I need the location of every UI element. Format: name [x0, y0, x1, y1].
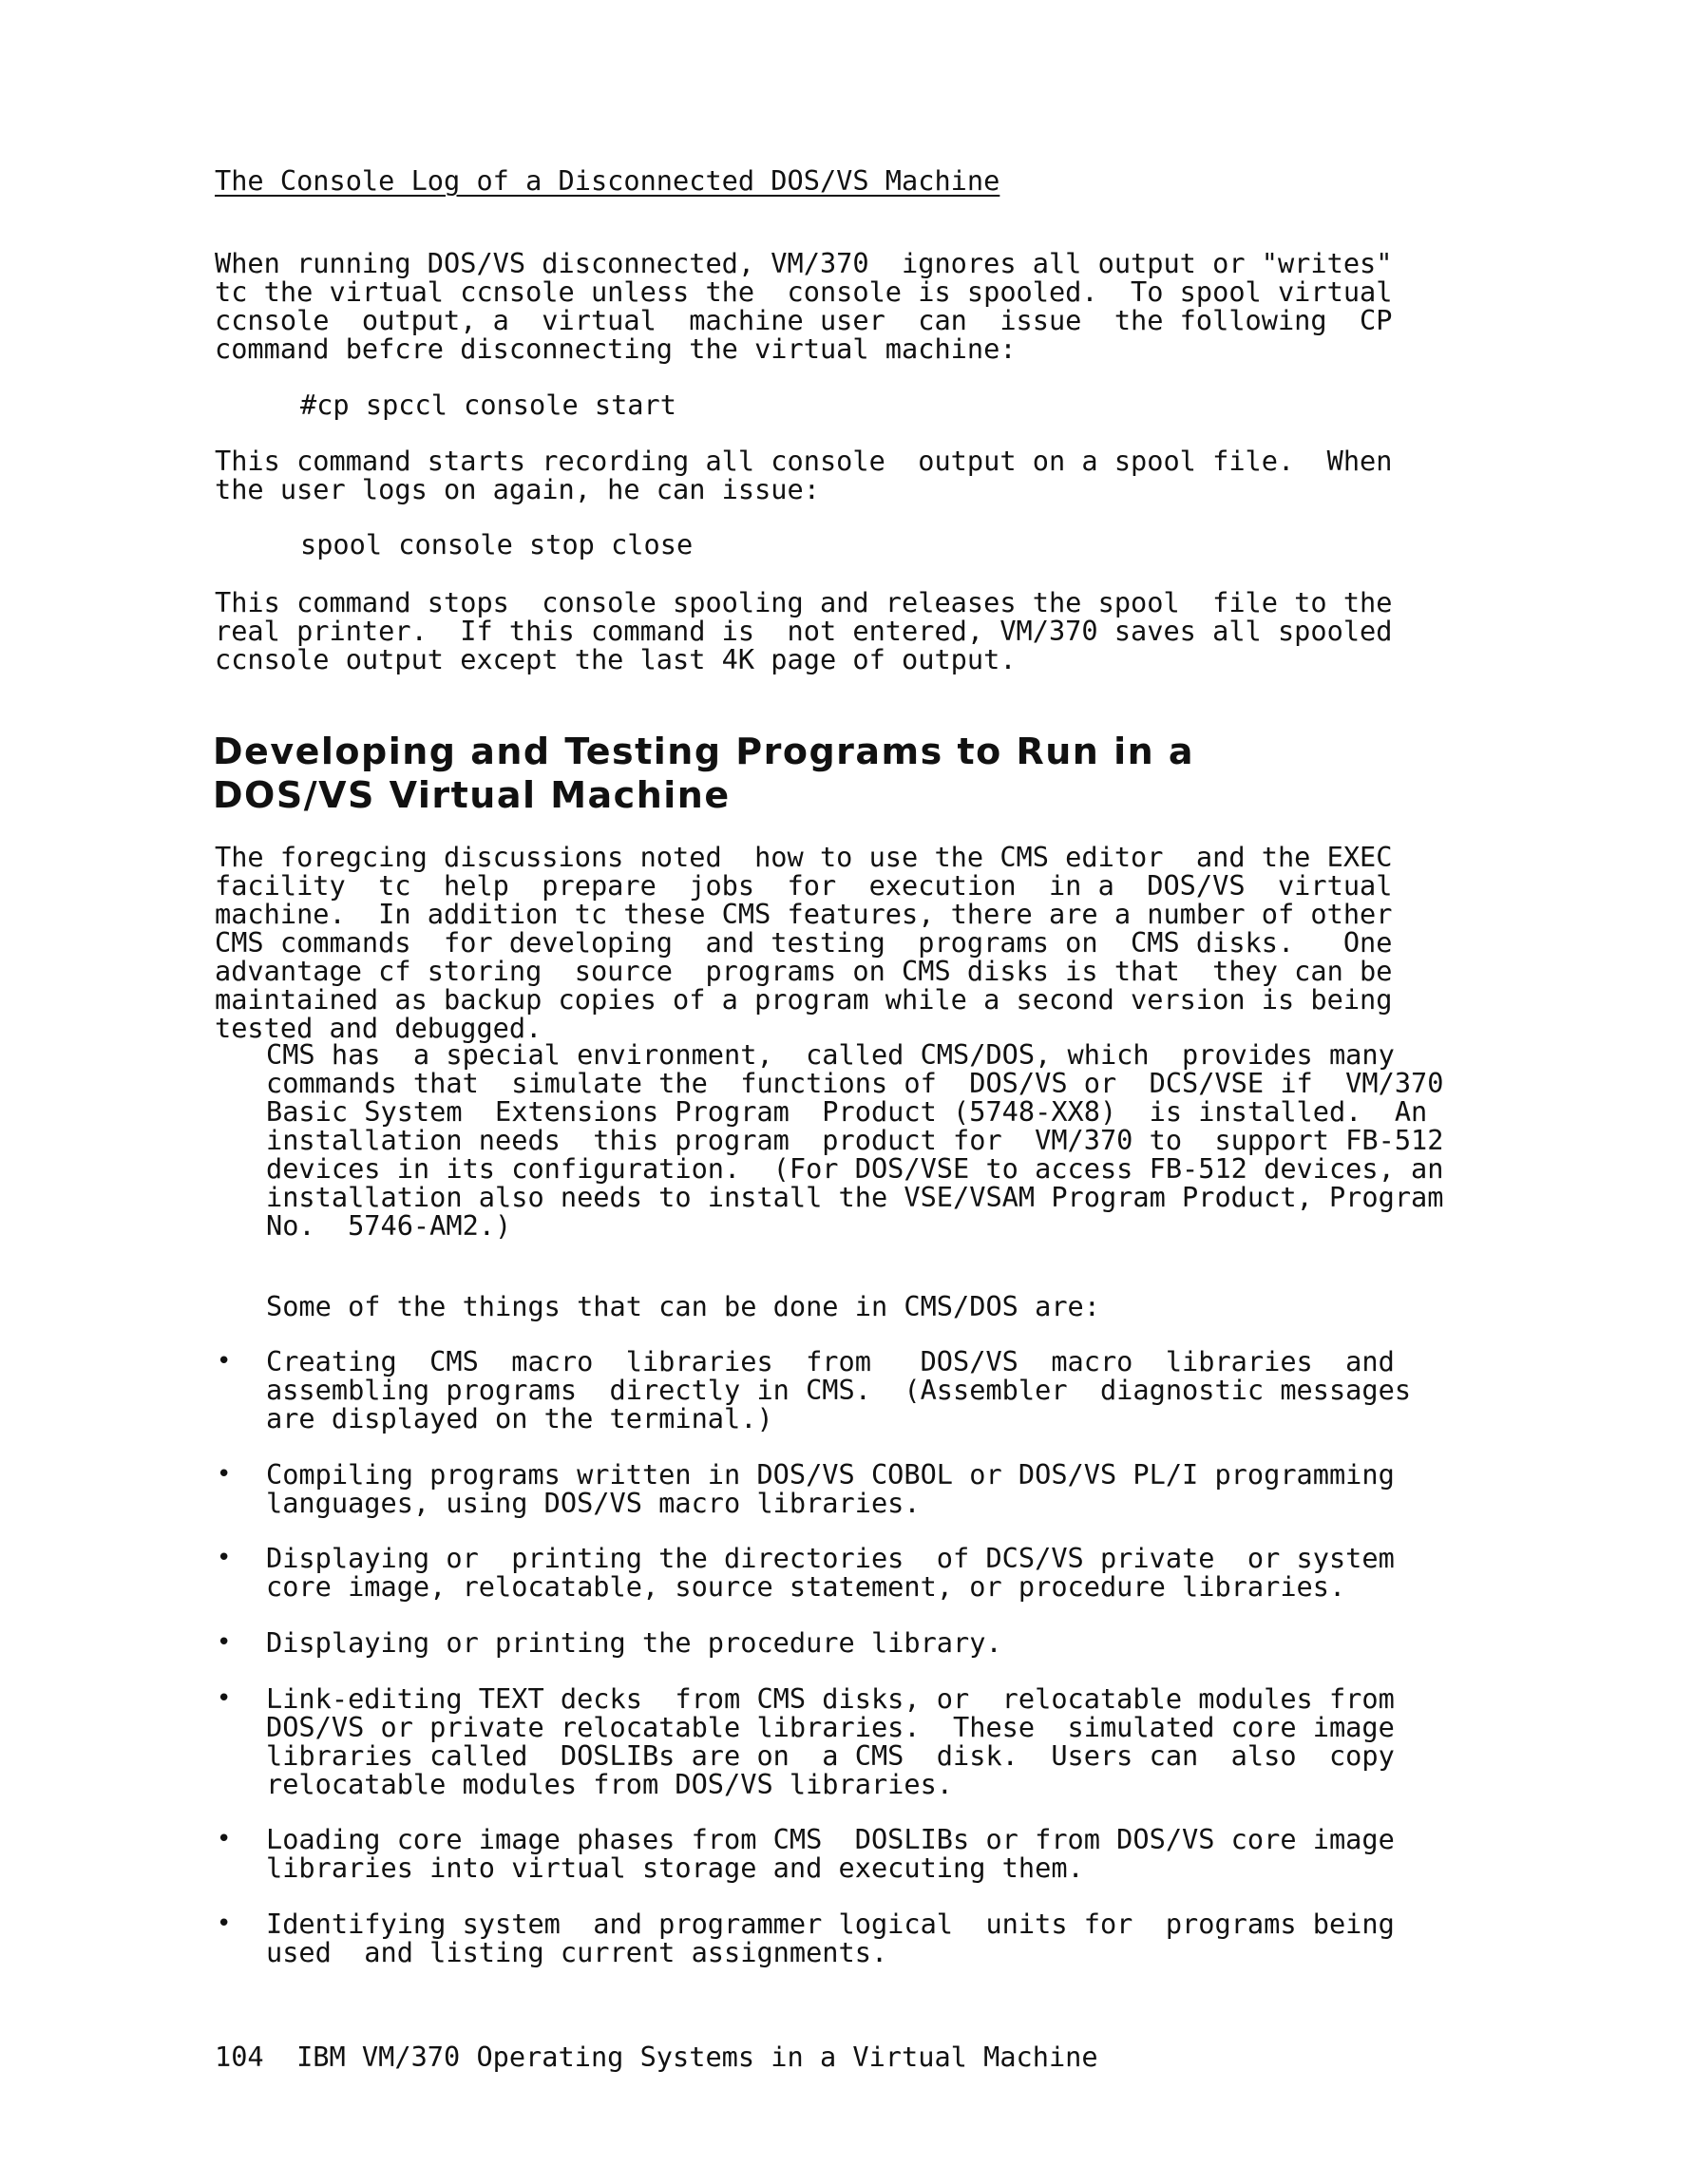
bullet-item-2: Compiling programs written in DOS/VS COBOL or DOS/VS PL/I programming languages, using DOS/VS macro libraries. [266, 1458, 1395, 1519]
bullet-marker: • [217, 1628, 232, 1657]
bullet-marker: • [217, 1825, 232, 1853]
chapter-paragraph-2: CMS has a special environment, called CMS/DOS, which provides many commands that simulate the functions of DOS/VS or DCS/VSE if VM/370 Basic System Extensions Program Product (5748-XX8) is installed. An installation needs this program product for VM/370 to support FB-512 devices in its configuration. (For DOS/VSE to access FB-512 devices, an installation also needs to install the VSE/VSAM Program Product, Program No. 5746-AM2.) [266, 1038, 1444, 1242]
page-footer: 104 IBM VM/370 Operating Systems in a Virtual Machine [215, 2041, 1098, 2073]
bullet-marker: • [217, 1347, 232, 1376]
bullet-item-4: Displaying or printing the procedure library. [266, 1626, 1002, 1659]
command-spool-stop: spool console stop close [300, 528, 694, 560]
bullet-marker: • [217, 1460, 232, 1489]
bullet-item-5: Link-editing TEXT decks from CMS disks, or relocatable modules from DOS/VS or private relocatable libraries. These simulated core image libraries called DOSLIBs are on a CMS disk. Users can also copy relocatable modules from DOS/VS libraries. [266, 1682, 1395, 1800]
section-paragraph-3: This command stops console spooling and releases the spool file to the real printer. If this command is not entered, VM/370 saves all spooled ccnsole output except the last 4K page of output. [215, 586, 1393, 675]
chapter-heading: Developing and Testing Programs to Run in a DOS/VS Virtual Machine [213, 731, 1195, 816]
section-paragraph-1: When running DOS/VS disconnected, VM/370 ignores all output or "writes" tc the virtual ccnsole unless the console is spooled. To spool virtual ccnsole output, a virtual machine user can issue the following CP command befcre disconnecting the virtual machine: [215, 247, 1393, 365]
bullet-marker: • [217, 1909, 232, 1938]
section-paragraph-2: This command starts recording all console output on a spool file. When the user logs on again, he can issue: [215, 445, 1393, 505]
chapter-paragraph-1: The foregcing discussions noted how to use the CMS editor and the EXEC facility tc help prepare jobs for execution in a DOS/VS virtual machine. In addition tc these CMS features, there are a number of other CMS commands for developing and testing programs on CMS disks. One advantage cf storing source programs on CMS disks is that they can be maintained as backup copies of a program while a second version is being tested and debugged. [215, 841, 1393, 1044]
bullet-item-7: Identifying system and programmer logical units for programs being used and listing current assignments. [266, 1908, 1395, 1968]
bullet-marker: • [217, 1544, 232, 1572]
section-heading: The Console Log of a Disconnected DOS/VS Machine [215, 164, 1000, 197]
bullet-item-6: Loading core image phases from CMS DOSLIBs or from DOS/VS core image libraries into virtual storage and executing them. [266, 1823, 1395, 1884]
bullet-item-3: Displaying or printing the directories of DCS/VS private or system core image, relocatable, source statement, or procedure libraries. [266, 1542, 1395, 1603]
bullet-marker: • [217, 1684, 232, 1713]
command-spool-start: #cp spccl console start [300, 389, 676, 421]
bullet-item-1: Creating CMS macro libraries from DOS/VS macro libraries and assembling programs directly in CMS. (Assembler diagnostic messages are displayed on the terminal.) [266, 1345, 1412, 1434]
chapter-paragraph-3: Some of the things that can be done in CMS/DOS are: [266, 1290, 1100, 1322]
